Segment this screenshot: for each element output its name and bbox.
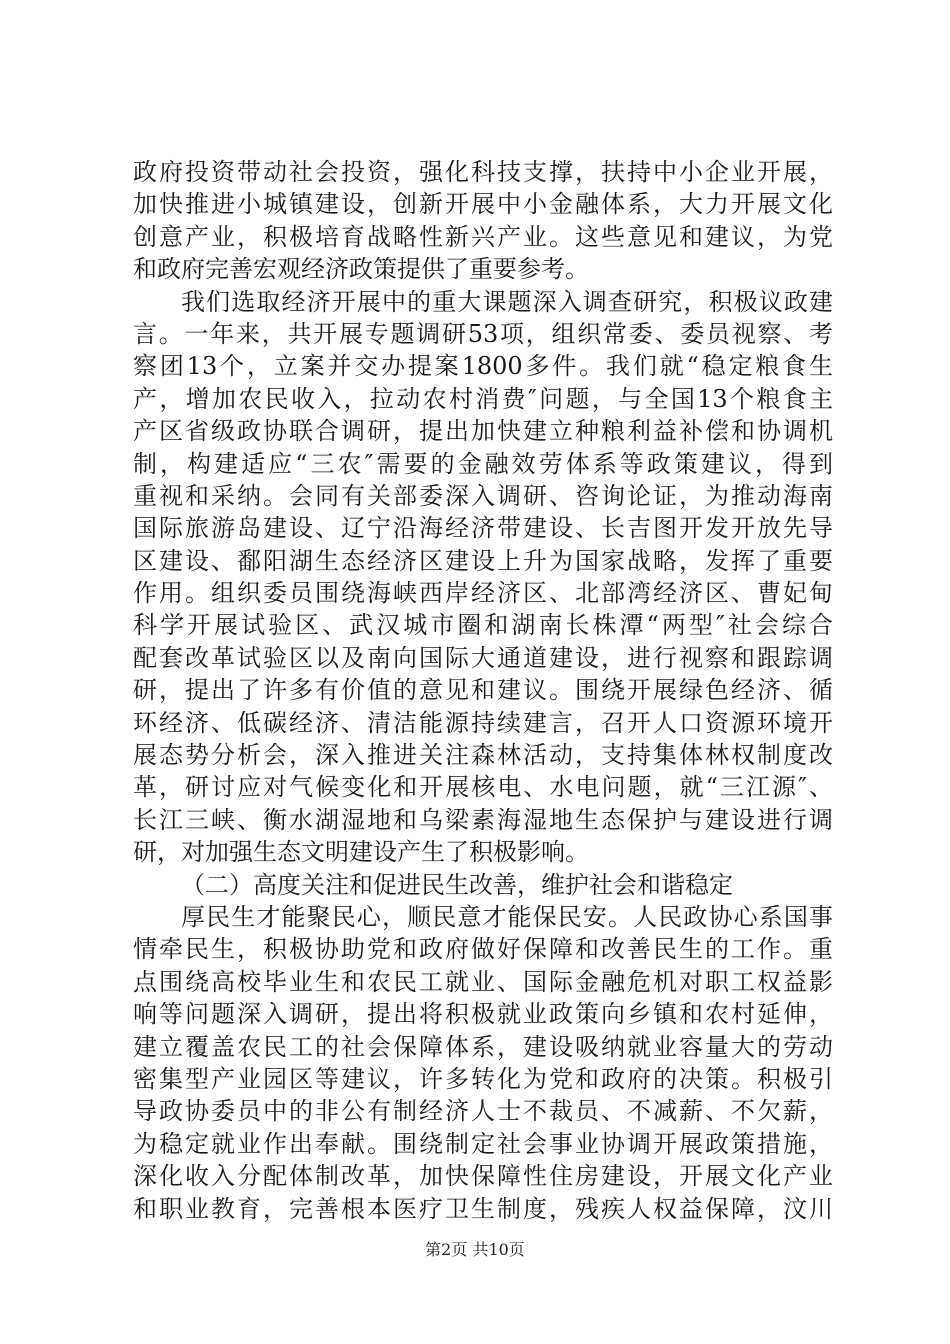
text-line: 国际旅游岛建设、辽宁沿海经济带建设、长吉图开发开放先导 xyxy=(133,514,833,543)
text-line: 研，提出了许多有价值的意见和建议。围绕开展绿色经济、循 xyxy=(133,676,833,705)
text-line: 察团13个，立案并交办提案1800多件。我们就“稳定粮食生 xyxy=(133,352,833,381)
text-line: 制，构建适应“三农″需要的金融效劳体系等政策建议，得到 xyxy=(133,449,833,478)
body-text xyxy=(133,156,833,1225)
text-line: 产，增加农民收入，拉动农村消费″问题，与全国13个粮食主 xyxy=(133,384,833,413)
text-line: 点围绕高校毕业生和农民工就业、国际金融危机对职工权益影 xyxy=(133,967,833,996)
paragraph-start-line: 我们选取经济开展中的重大课题深入调查研究，积极议政建 xyxy=(181,287,833,316)
text-line: 为稳定就业作出奉献。围绕制定社会事业协调开展政策措施， xyxy=(133,1129,833,1158)
text-line: 和政府完善宏观经济政策提供了重要参考。 xyxy=(133,255,589,284)
text-line: 深化收入分配体制改革，加快保障性住房建设，开展文化产业 xyxy=(133,1162,833,1191)
text-line: 导政协委员中的非公有制经济人士不裁员、不减薪、不欠薪， xyxy=(133,1097,833,1126)
page-number-footer: 第2页 共10页 xyxy=(425,1240,525,1259)
text-line: 重视和采纳。会同有关部委深入调研、咨询论证，为推动海南 xyxy=(133,481,833,510)
text-line: 展态势分析会，深入推进关注森林活动，支持集体林权制度改 xyxy=(133,741,833,770)
text-line: 创意产业，积极培育战略性新兴产业。这些意见和建议，为党 xyxy=(133,222,833,251)
text-line: 产区省级政协联合调研，提出加快建立种粮利益补偿和协调机 xyxy=(133,417,833,446)
text-line: 革，研讨应对气候变化和开展核电、水电问题，就“三江源″、 xyxy=(133,773,833,802)
text-line: 区建设、鄱阳湖生态经济区建设上升为国家战略，发挥了重要 xyxy=(133,546,833,575)
text-line: 响等问题深入调研，提出将积极就业政策向乡镇和农村延伸， xyxy=(133,1000,833,1029)
text-line: 言。一年来，共开展专题调研53项，组织常委、委员视察、考 xyxy=(133,319,833,348)
text-line: 建立覆盖农民工的社会保障体系，建设吸纳就业容量大的劳动 xyxy=(133,1032,833,1061)
text-line: 和职业教育，完善根本医疗卫生制度，残疾人权益保障，汶川 xyxy=(133,1194,833,1223)
text-line: 配套改革试验区以及南向国际大通道建设，进行视察和跟踪调 xyxy=(133,643,833,672)
paragraph-start-line: 厚民生才能聚民心，顺民意才能保民安。人民政协心系国事 xyxy=(181,902,833,931)
text-line: 密集型产业园区等建议，许多转化为党和政府的决策。积极引 xyxy=(133,1064,833,1093)
text-line: 科学开展试验区、武汉城市圈和湖南长株潭“两型″社会综合 xyxy=(133,611,833,640)
text-line: 情牵民生，积极协助党和政府做好保障和改善民生的工作。重 xyxy=(133,935,833,964)
text-line: 环经济、低碳经济、清洁能源持续建言，召开人口资源环境开 xyxy=(133,708,833,737)
text-line: 研，对加强生态文明建设产生了积极影响。 xyxy=(133,838,589,867)
section-heading: （二）高度关注和促进民生改善，维护社会和谐稳定 xyxy=(181,870,733,899)
text-line: 政府投资带动社会投资，强化科技支撑，扶持中小企业开展， xyxy=(133,158,833,186)
text-line: 长江三峡、衡水湖湿地和乌梁素海湿地生态保护与建设进行调 xyxy=(133,805,833,834)
text-line: 加快推进小城镇建设，创新开展中小金融体系，大力开展文化 xyxy=(133,190,833,219)
text-line: 作用。组织委员围绕海峡西岸经济区、北部湾经济区、曹妃甸 xyxy=(133,579,833,608)
